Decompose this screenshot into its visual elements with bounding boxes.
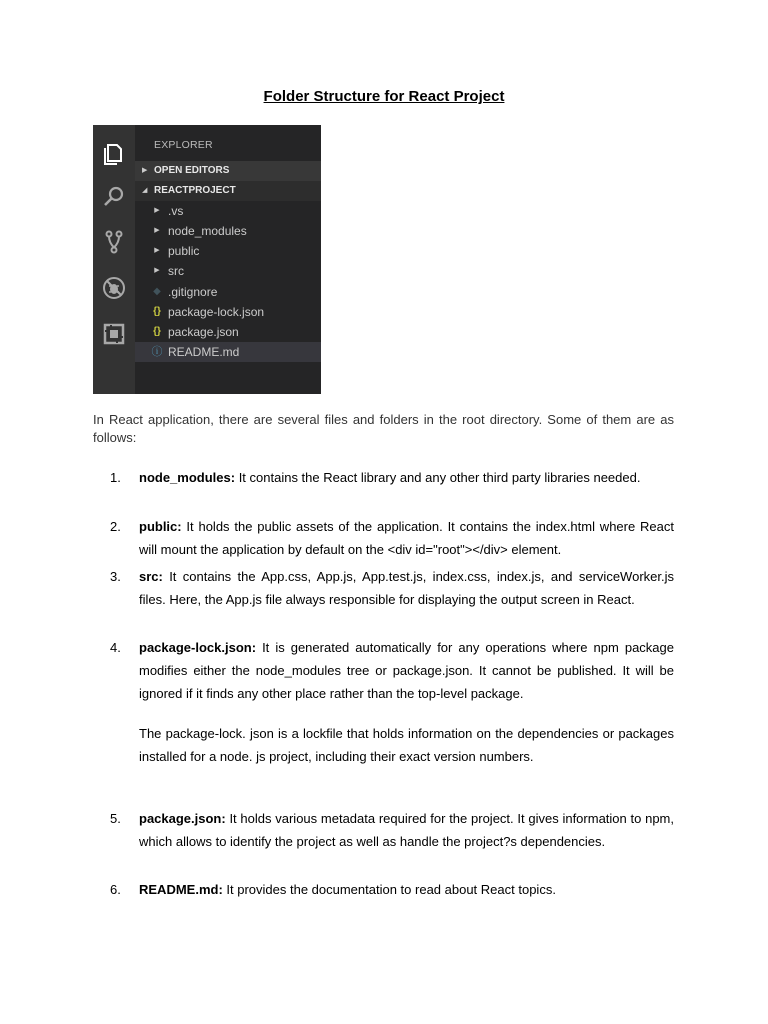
chevron-right-icon: ▶ bbox=[154, 267, 160, 274]
list-item: 2. public: It holds the public assets of the application. It contains the index.html where React will mount the application by default on the <div id="root"></div> element. bbox=[110, 519, 674, 557]
git-icon: ◆ bbox=[153, 286, 161, 297]
explorer-header: EXPLORER bbox=[154, 139, 213, 151]
list-item: 5. package.json: It holds various metadata required for the project. It gives information to npm, which allows to identify the project as well as handle the project?s dependencies. bbox=[110, 811, 674, 849]
tree-item-readme-md[interactable]: ⓘ README.md bbox=[135, 342, 321, 362]
tree-item-vs[interactable]: ▶ .vs bbox=[135, 201, 321, 221]
chevron-right-icon: ▶ bbox=[154, 207, 160, 214]
json-braces-icon: {} bbox=[153, 326, 161, 337]
list-item: 3. src: It contains the App.css, App.js, App.test.js, index.css, index.js, and serviceWorker.js files. Here, the App.js file always responsible for displaying the output screen in React. bbox=[110, 569, 674, 607]
list-item: 4. package-lock.json: It is generated automatically for any operations where npm package modifies either the node_modules tree or package.json. It cannot be published. It will be ignored if it finds any other place rather than the top-level package. The package-lock. json is a lockfile that holds information on the dependencies or packages installed for a node. js project, including their exact version numbers. bbox=[110, 640, 674, 764]
project-section[interactable]: ◢ REACTPROJECT bbox=[135, 181, 321, 201]
list-item: 6. README.md: It provides the documentation to read about React topics. bbox=[110, 882, 556, 897]
page-title: Folder Structure for React Project bbox=[263, 88, 505, 105]
tree-item-node-modules[interactable]: ▶ node_modules bbox=[135, 221, 321, 241]
tree-item-package-json[interactable]: {} package.json bbox=[135, 322, 321, 342]
chevron-down-icon: ◢ bbox=[142, 187, 148, 194]
tree-item-package-lock-json[interactable]: {} package-lock.json bbox=[135, 302, 321, 322]
list-item: 1. node_modules: It contains the React library and any other third party libraries needed. bbox=[110, 470, 641, 485]
tree-item-src[interactable]: ▶ src bbox=[135, 261, 321, 281]
chevron-right-icon: ▶ bbox=[154, 227, 160, 234]
tree-item-public[interactable]: ▶ public bbox=[135, 241, 321, 261]
json-braces-icon: {} bbox=[153, 306, 161, 317]
info-icon: ⓘ bbox=[151, 346, 163, 358]
tree-item-gitignore[interactable]: ◆ .gitignore bbox=[135, 282, 321, 302]
open-editors-section[interactable]: ▶ OPEN EDITORS bbox=[135, 161, 321, 181]
chevron-right-icon: ▶ bbox=[142, 167, 148, 174]
intro-paragraph: In React application, there are several files and folders in the root directory. Some of them are as follows: bbox=[93, 412, 674, 445]
chevron-right-icon: ▶ bbox=[154, 247, 160, 254]
